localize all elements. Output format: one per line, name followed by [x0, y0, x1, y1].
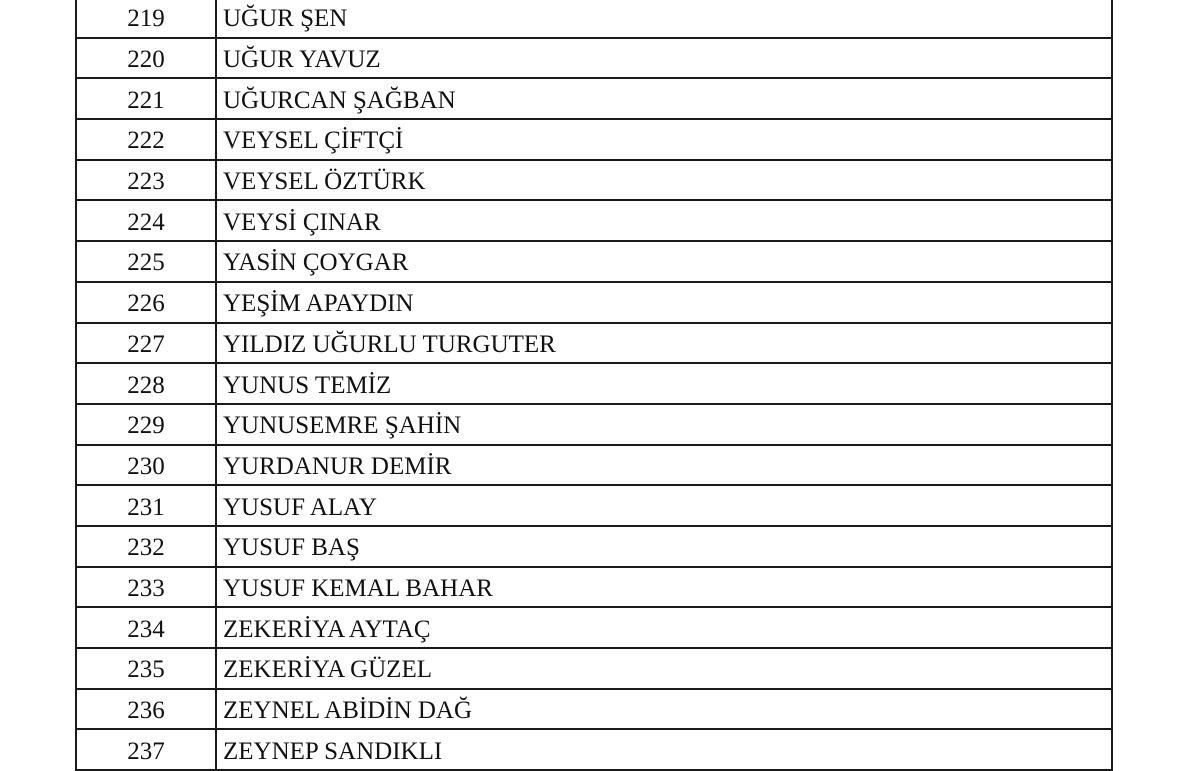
person-name: YURDANUR DEMİR [216, 445, 1112, 486]
table-row [76, 119, 1112, 160]
name-list-table [75, 0, 1113, 771]
row-number: 235 [76, 648, 216, 689]
row-number: 231 [76, 485, 216, 526]
table-row [76, 323, 1112, 364]
person-name: UĞUR YAVUZ [216, 38, 1112, 79]
row-number: 222 [76, 119, 216, 160]
row-number: 220 [76, 38, 216, 79]
row-number: 236 [76, 689, 216, 730]
person-name: VEYSİ ÇINAR [216, 200, 1112, 241]
row-number: 226 [76, 282, 216, 323]
person-name: ZEKERİYA AYTAÇ [216, 607, 1112, 648]
table-row [76, 282, 1112, 323]
row-number: 225 [76, 241, 216, 282]
row-number: 234 [76, 607, 216, 648]
table-row [76, 404, 1112, 445]
table-row [76, 241, 1112, 282]
person-name: UĞUR ŞEN [216, 0, 1112, 38]
person-name: YEŞİM APAYDIN [216, 282, 1112, 323]
table-row [76, 526, 1112, 567]
person-name: ZEYNEL ABİDİN DAĞ [216, 689, 1112, 730]
row-number: 228 [76, 363, 216, 404]
table-row [76, 200, 1112, 241]
table-row [76, 0, 1112, 38]
person-name: YASİN ÇOYGAR [216, 241, 1112, 282]
table-row [76, 78, 1112, 119]
row-number: 224 [76, 200, 216, 241]
row-number: 232 [76, 526, 216, 567]
person-name: YUNUS TEMİZ [216, 363, 1112, 404]
table-row [76, 38, 1112, 79]
person-name: VEYSEL ÖZTÜRK [216, 160, 1112, 201]
row-number: 223 [76, 160, 216, 201]
person-name: ZEYNEP SANDIKLI [216, 729, 1112, 770]
person-name: YUSUF ALAY [216, 485, 1112, 526]
table-row [76, 445, 1112, 486]
row-number: 233 [76, 567, 216, 608]
table-row [76, 567, 1112, 608]
table-row [76, 689, 1112, 730]
row-number: 219 [76, 0, 216, 38]
row-number: 227 [76, 323, 216, 364]
person-name: YUSUF BAŞ [216, 526, 1112, 567]
table-row [76, 485, 1112, 526]
person-name: YILDIZ UĞURLU TURGUTER [216, 323, 1112, 364]
table-row [76, 607, 1112, 648]
row-number: 229 [76, 404, 216, 445]
row-number: 221 [76, 78, 216, 119]
person-name: YUNUSEMRE ŞAHİN [216, 404, 1112, 445]
person-name: VEYSEL ÇİFTÇİ [216, 119, 1112, 160]
person-name: ZEKERİYA GÜZEL [216, 648, 1112, 689]
person-name: UĞURCAN ŞAĞBAN [216, 78, 1112, 119]
table-row [76, 160, 1112, 201]
row-number: 237 [76, 729, 216, 770]
person-name: YUSUF KEMAL BAHAR [216, 567, 1112, 608]
table-row [76, 363, 1112, 404]
name-list-sheet [75, 0, 1111, 771]
table-row [76, 648, 1112, 689]
row-number: 230 [76, 445, 216, 486]
